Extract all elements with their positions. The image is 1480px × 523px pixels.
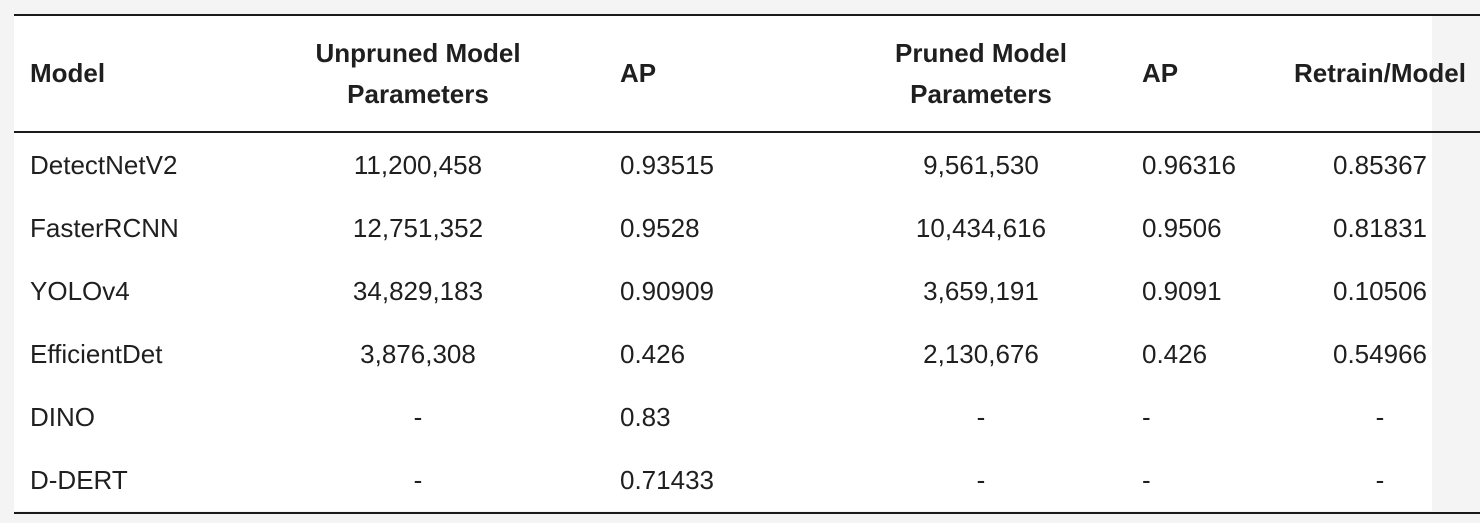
header-unpruned-line2: Parameters — [347, 78, 489, 109]
cell-unpruned: 3,876,308 — [360, 339, 476, 369]
cell-model: DetectNetV2 — [30, 149, 178, 180]
cell-retrain: 0.54966 — [1333, 339, 1427, 369]
cell-pruned: 10,434,616 — [915, 213, 1047, 243]
cell-model: YOLOv4 — [30, 276, 130, 306]
table-row — [14, 323, 1480, 386]
cell-ap-unpruned: 0.9528 — [620, 213, 700, 243]
header-unpruned-parameters — [278, 15, 558, 132]
cell-retrain: 0.85367 — [1333, 149, 1427, 180]
cell-unpruned: 11,200,458 — [353, 149, 483, 180]
table-row — [14, 386, 1480, 449]
cell-retrain: 0.81831 — [1333, 213, 1427, 243]
cell-ap-pruned: 0.9091 — [1142, 276, 1222, 306]
header-ap-unpruned: AP — [620, 58, 657, 88]
cell-model: D-DERT — [30, 465, 128, 495]
cell-retrain: - — [1375, 402, 1385, 432]
cell-pruned: - — [976, 465, 986, 495]
header-unpruned-line1: Unpruned Model — [315, 37, 521, 68]
cell-unpruned: 12,751,352 — [352, 213, 484, 243]
cell-pruned: 9,561,530 — [923, 149, 1039, 180]
table-row — [14, 260, 1480, 323]
cell-ap-unpruned: 0.93515 — [620, 149, 714, 180]
table-row — [14, 197, 1480, 260]
cell-unpruned: - — [413, 402, 423, 432]
table-row — [14, 449, 1480, 513]
table-panel — [14, 14, 1466, 511]
cell-pruned: 2,130,676 — [923, 339, 1039, 369]
cell-model: EfficientDet — [30, 339, 163, 369]
cell-ap-pruned: - — [1142, 402, 1151, 432]
cell-ap-pruned: 0.426 — [1142, 339, 1208, 369]
table-header-row — [14, 15, 1480, 132]
cell-ap-unpruned: 0.90909 — [620, 276, 714, 306]
header-retrain-model: Retrain/Model — [1294, 58, 1466, 88]
cell-ap-pruned: - — [1142, 465, 1151, 495]
cell-ap-unpruned: 0.426 — [620, 339, 686, 369]
header-pruned-line1: Pruned Model — [895, 37, 1067, 68]
cell-unpruned: 34,829,183 — [352, 276, 484, 306]
cell-model: FasterRCNN — [30, 213, 179, 243]
cell-pruned: 3,659,191 — [923, 276, 1039, 306]
cell-unpruned: - — [413, 465, 423, 495]
header-model: Model — [30, 58, 106, 88]
results-table — [14, 14, 1480, 514]
cell-ap-unpruned: 0.83 — [620, 402, 671, 432]
cell-pruned: - — [976, 402, 986, 432]
cell-ap-pruned: 0.9506 — [1142, 213, 1222, 243]
cell-retrain: 0.10506 — [1333, 276, 1427, 306]
cell-ap-pruned: 0.96316 — [1142, 149, 1236, 180]
cell-model: DINO — [30, 402, 95, 432]
cell-ap-unpruned: 0.71433 — [620, 465, 714, 495]
header-ap-pruned: AP — [1142, 58, 1179, 88]
header-pruned-parameters — [852, 15, 1110, 132]
table-row — [14, 132, 1480, 197]
header-pruned-line2: Parameters — [910, 78, 1052, 109]
cell-retrain: - — [1375, 465, 1385, 495]
